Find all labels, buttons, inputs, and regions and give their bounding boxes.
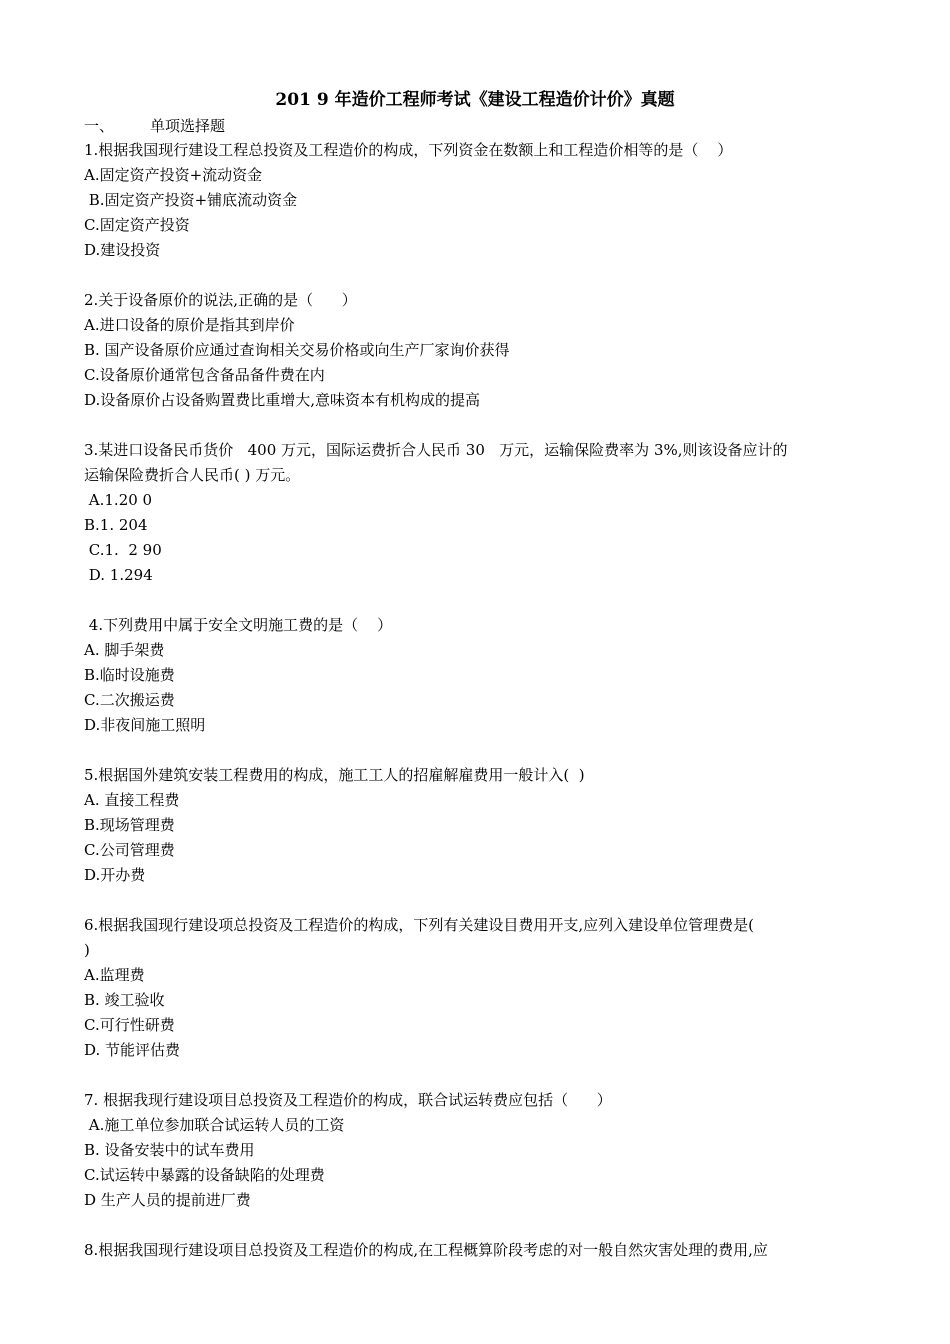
- question-list: [84, 138, 874, 1288]
- document-title: 201 9 年造价工程师考试《建设工程造价计价》真题: [275, 90, 675, 110]
- answer-option: B.临时设施费: [84, 666, 175, 684]
- question-stem: 2.关于设备原价的说法,正确的是（ ）: [84, 291, 357, 309]
- answer-option: A. 直接工程费: [84, 791, 180, 809]
- question-stem: 1.根据我国现行建设工程总投资及工程造价的构成，下列资金在数额上和工程造价相等的是（ ）: [84, 141, 733, 159]
- answer-option: C.试运转中暴露的设备缺陷的处理费: [84, 1166, 325, 1184]
- question-3: [84, 438, 874, 588]
- answer-option: D 生产人员的提前进厂费: [84, 1191, 251, 1209]
- question-stem: 6.根据我国现行建设项总投资及工程造价的构成，下列有关建设目费用开支,应列入建设单位管理费是(: [84, 916, 754, 934]
- answer-option: A.固定资产投资+流动资金: [84, 166, 263, 184]
- answer-option: A.监理费: [84, 966, 145, 984]
- question-stem: 3.某进口设备民币货价 400 万元，国际运费折合人民币 30 万元，运输保险费率为 3%,则该设备应计的: [84, 441, 788, 459]
- answer-option: A. 脚手架费: [84, 641, 165, 659]
- section-heading: [84, 114, 225, 138]
- question-stem: 5.根据国外建筑安装工程费用的构成，施工工人的招雇解雇费用一般计入( ): [84, 766, 585, 784]
- question-1: [84, 138, 874, 263]
- section-number: 一、: [84, 117, 115, 135]
- answer-option: C.公司管理费: [84, 841, 175, 859]
- answer-option: B. 竣工验收: [84, 991, 165, 1009]
- question-stem: 运输保险费折合人民币( ) 万元。: [84, 466, 301, 484]
- answer-option: C.设备原价通常包含备品备件费在内: [84, 366, 325, 384]
- answer-option: B.固定资产投资+铺底流动资金: [84, 191, 298, 209]
- answer-option: B.1. 204: [84, 516, 148, 534]
- answer-option: D.建设投资: [84, 241, 161, 259]
- section-label: 单项选择题: [150, 117, 226, 135]
- question-8: [84, 1238, 874, 1263]
- question-stem: ): [84, 941, 90, 959]
- question-stem: 7. 根据我现行建设项目总投资及工程造价的构成，联合试运转费应包括（ ）: [84, 1091, 612, 1109]
- answer-option: D. 节能评估费: [84, 1041, 181, 1059]
- answer-option: C.1. 2 90: [84, 541, 162, 559]
- answer-option: C.固定资产投资: [84, 216, 190, 234]
- answer-option: D. 1.294: [84, 566, 153, 584]
- answer-option: D.非夜间施工照明: [84, 716, 206, 734]
- question-4: [84, 613, 874, 738]
- question-7: [84, 1088, 874, 1213]
- answer-option: A.1.20 0: [84, 491, 153, 509]
- answer-option: D.开办费: [84, 866, 146, 884]
- question-6: [84, 913, 874, 1063]
- answer-option: B.现场管理费: [84, 816, 175, 834]
- question-5: [84, 763, 874, 888]
- answer-option: B. 设备安装中的试车费用: [84, 1141, 255, 1159]
- question-stem: 4.下列费用中属于安全文明施工费的是（ ）: [84, 616, 393, 634]
- answer-option: A.施工单位参加联合试运转人员的工资: [84, 1116, 345, 1134]
- question-2: [84, 288, 874, 413]
- answer-option: C.二次搬运费: [84, 691, 175, 709]
- answer-option: C.可行性研费: [84, 1016, 175, 1034]
- answer-option: D.设备原价占设备购置费比重增大,意味资本有机构成的提高: [84, 391, 481, 409]
- question-stem: 8.根据我国现行建设项目总投资及工程造价的构成,在工程概算阶段考虑的对一般自然灾害处理的费用,应: [84, 1241, 768, 1259]
- answer-option: B. 国产设备原价应通过查询相关交易价格或向生产厂家询价获得: [84, 341, 510, 359]
- answer-option: A.进口设备的原价是指其到岸价: [84, 316, 295, 334]
